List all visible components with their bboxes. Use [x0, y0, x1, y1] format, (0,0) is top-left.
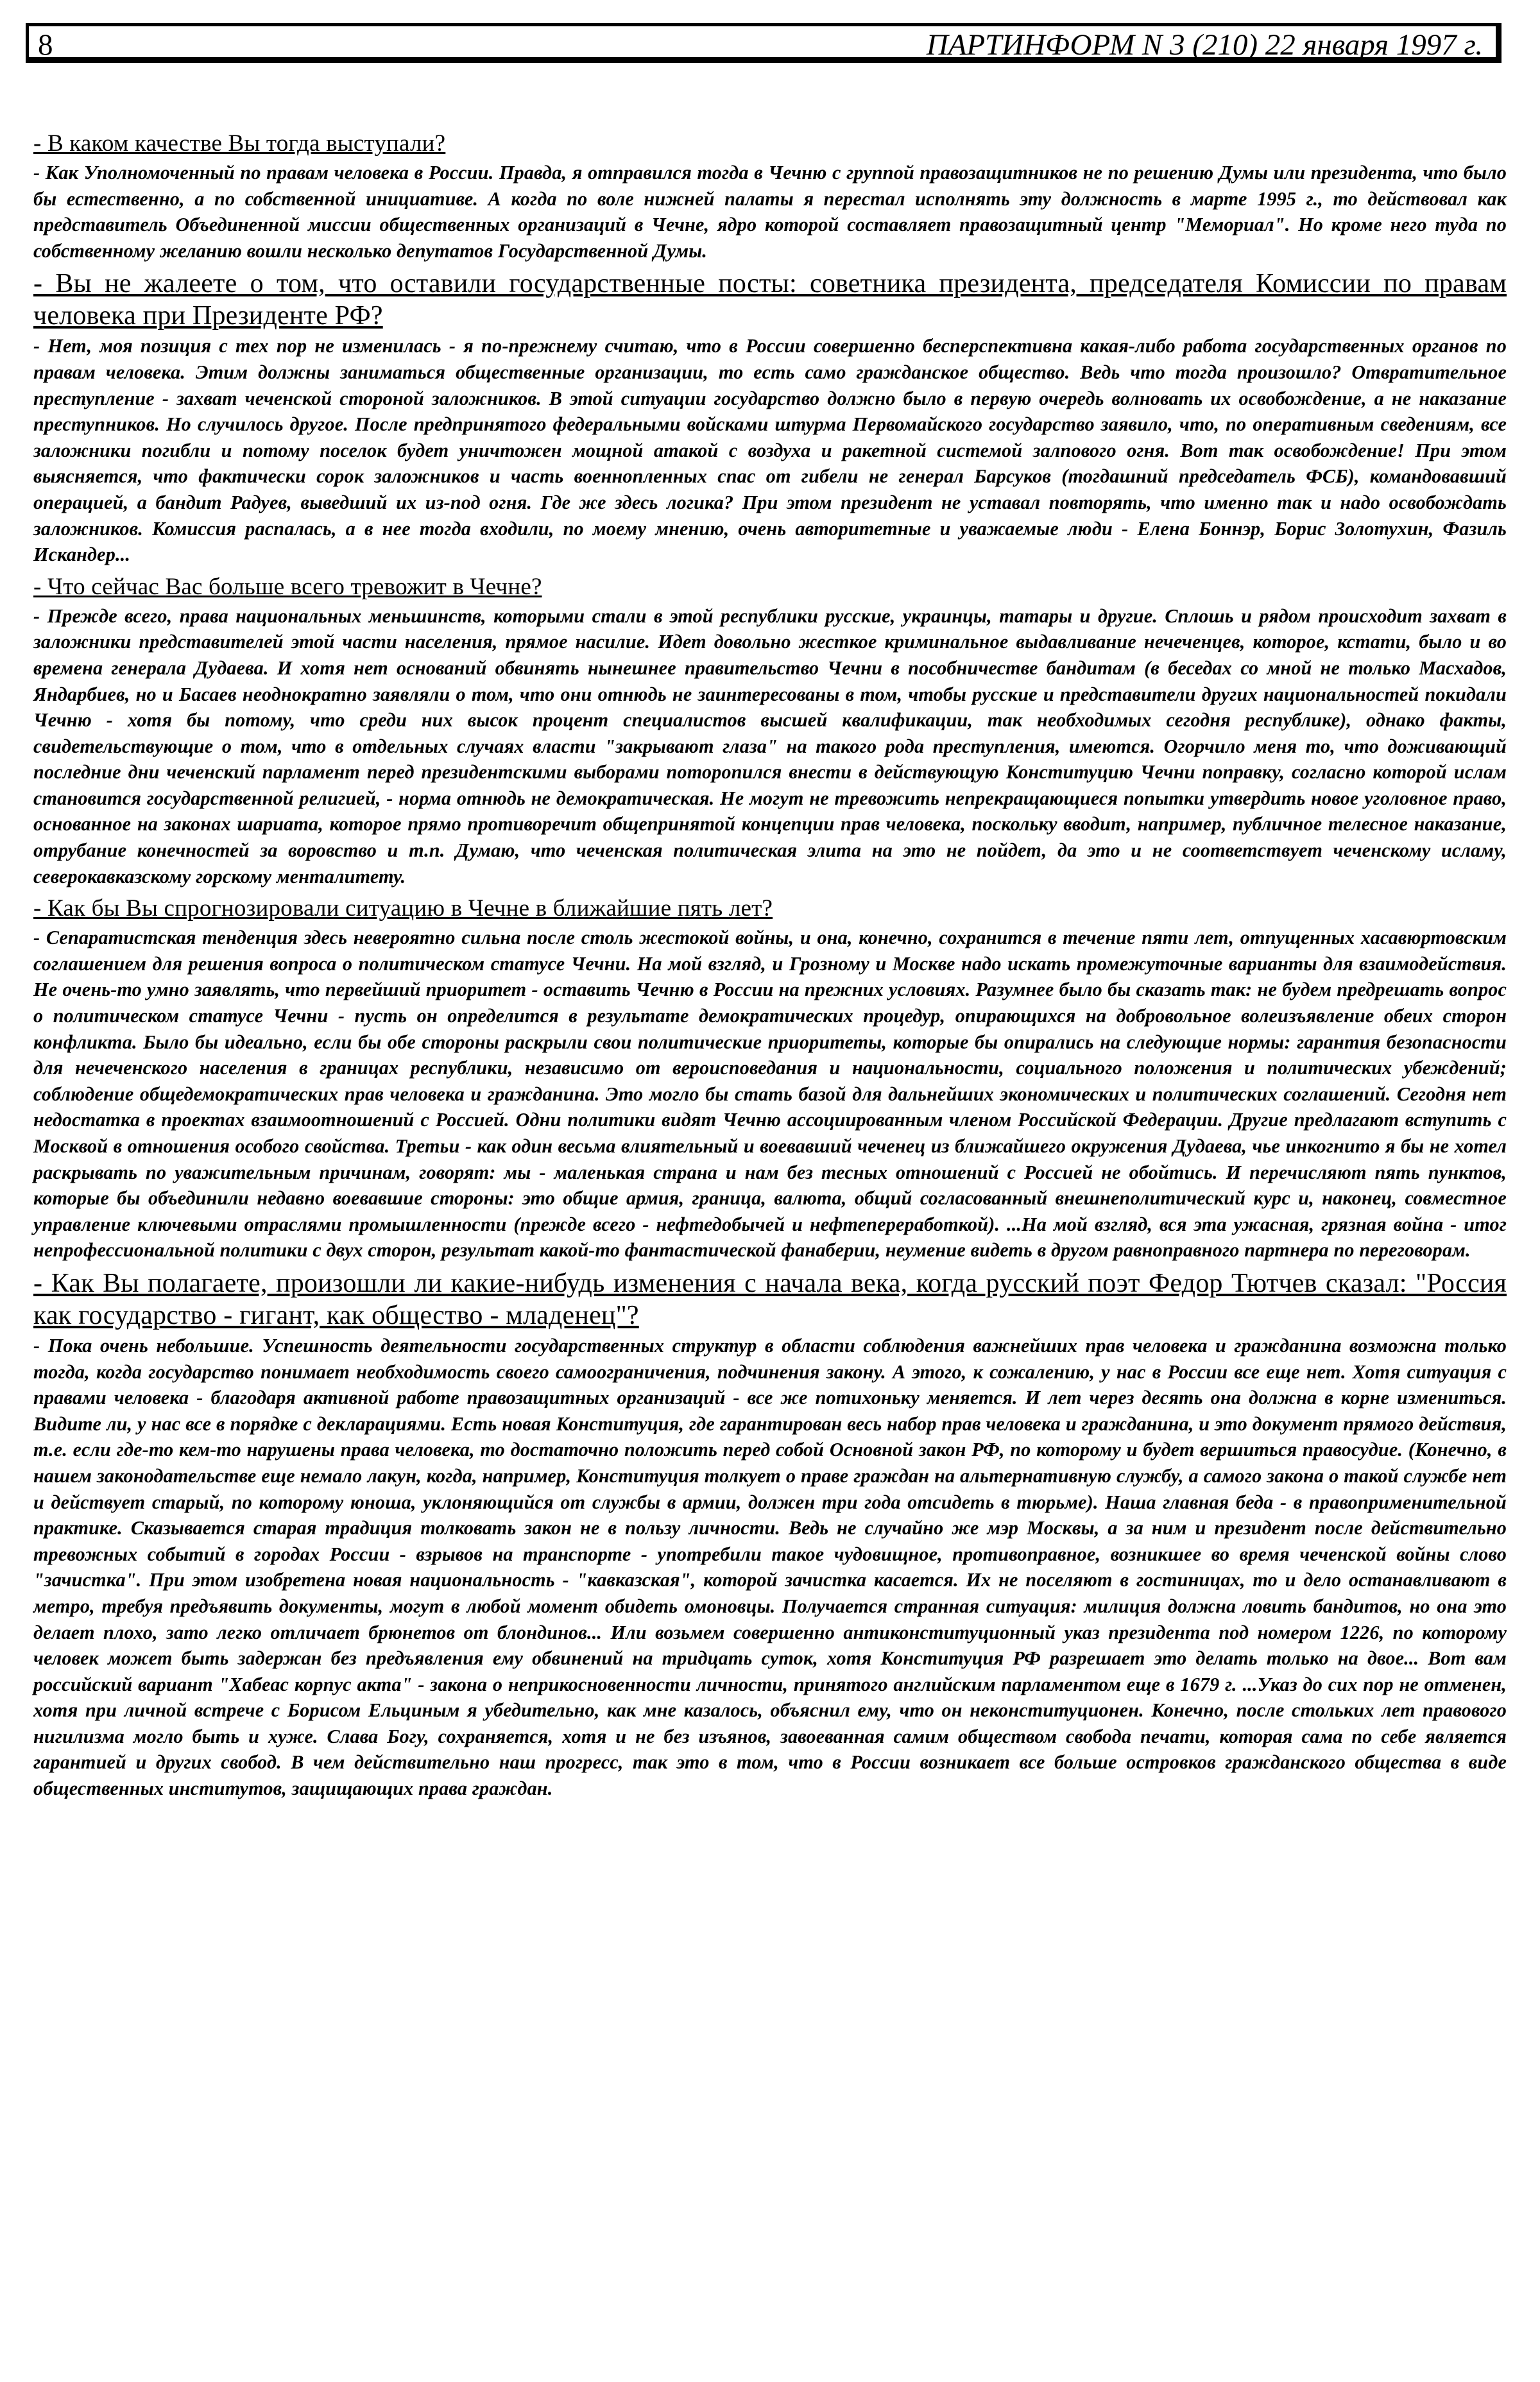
- interview-answer: - Прежде всего, права национальных меньшинств, которыми стали в этой республики русские, украинцы, татары и другие. Сплошь и рядом происходит захват в заложники представителей этой части населения, прямое насилие. Идет довольно жесткое криминальное выдавливание нечеченцев, которое, кстати, было и во времена генерала Дудаева. И хотя нет оснований обвинять нынешнее правительство Чечни в пособничестве бандитам (в беседах со мной не только Масхадов, Яндарбиев, но и Басаев неоднократно заявляли о том, что они отнюдь не заинтересованы в том, чтобы русские и представители других национальностей покидали Чечню - хотя бы потому, что среди них высок процент специалистов высшей квалификации, так необходимых сегодня республике), однако факты, свидетельствующие о том, что в отдельных случаях власти "закрывают глаза" на такого рода преступления, имеются. Огорчило меня то, что доживающий последние дни чеченский парламент перед президентскими выборами поторопился внести в действующую Конституцию Чечни поправку, согласно которой ислам становится государственной религией, - норма отнюдь не демократическая. Не могут не тревожить непрекращающиеся попытки утвердить новое уголовное право, основанное на законах шариата, которое прямо противоречит общепринятой концепции прав человека, поскольку вводит, например, публичное телесное наказание, отрубание конечностей за воровство и т.п. Думаю, что чеченская политическая элита на это не пойдет, да это и не соответствует чеченскому исламу, северокавказскому горскому менталитету.: [33, 604, 1507, 887]
- interview-body: [33, 128, 1507, 1806]
- interview-question: - Как бы Вы спрогнозировали ситуацию в Чечне в ближайшие пять лет?: [33, 895, 773, 922]
- interview-answer: - Пока очень небольшие. Успешность деятельности государственных структур в области соблюдения важнейших прав человека и гражданина возможна только тогда, когда государство понимает необходимость своего самоограничения, подчинения закону. А этого, к сожалению, у нас в России все еще нет. Хотя ситуация с правами человека - благодаря активной работе правозащитных организаций - все же потихоньку меняется. И лет через десять она должна в корне измениться. Видите ли, у нас все в порядке с декларациями. Есть новая Конституция, где гарантирован весь набор прав человека и гражданина, и это документ прямого действия, т.е. если где-то кем-то нарушены права человека, то достаточно положить перед собой Основной закон РФ, по которому и будет вершиться правосудие. (Конечно, в нашем законодательстве еще немало лакун, когда, например, Конституция толкует о праве граждан на альтернативную службу, а самого закона о такой службе нет и действует старый, по которому юноша, уклоняющийся от службы в армии, должен три года отсидеть в тюрьме). Наша главная беда - в правоприменительной практике. Сказывается старая традиция толковать закон не в пользу личности. Ведь не случайно же мэр Москвы, а за ним и президент после действительно тревожных событий в городах России - взрывов на транспорте - употребили такое чудовищное, противоправное, возникшее во время чеченской войны слово "зачистка". При этом изобретена новая национальность - "кавказская", которой зачистка касается. Их не поселяют в гостиницах, то и дело останавливают в метро, требуя предъявить документы, могут в любой момент обидеть омоновцы. Получается странная ситуация: милиция должна ловить бандитов, но она это делает плохо, зато легко отличает брюнетов от блондинов... Или возьмем совершенно антиконституционный указ президента под номером 1226, по которому человек может быть задержан без предъявления ему обвинений на тридцать суток, хотя Конституция РФ разрешает это делать только на двое... Вот вам российский вариант "Хабеас корпус акта" - закона о неприкосновенности личности, принятого английским парламентом еще в 1679 г. ...Указ до сих пор не отменен, хотя при личной встрече с Борисом Ельциным я убедительно, как мне казалось, объяснил ему, что он неконституционен. Конечно, после стольких лет правового нигилизма могло быть и хуже. Слава Богу, сохраняется, хотя и не без изъянов, завоеванная самим обществом свобода печати, которая сама по себе является гарантией и других свобод. В чем действительно наш прогресс, так это в том, что в России возникает все больше островков гражданского общества в виде общественных институтов, защищающих права граждан.: [33, 1334, 1507, 1800]
- interview-question: - Что сейчас Вас больше всего тревожит в Чечне?: [33, 573, 542, 600]
- page-number: 8: [38, 28, 53, 62]
- publication-line: ПАРТИНФОРМ N 3 (210) 22 января 1997 г.: [926, 28, 1483, 62]
- interview-answer: - Нет, моя позиция с тех пор не изменилась - я по-прежнему считаю, что в России совершенно бесперспективна какая-либо работа государственных органов по правам человека. Этим должны заниматься общественные организации, то есть само гражданское общество. Ведь что тогда произошло? Отвратительное преступление - захват чеченской стороной заложников. В этой ситуации государство должно было в первую очередь волновать их освобождение, а не наказание преступников. Но случилось другое. После предпринятого федеральными войсками штурма Первомайского государство заявило, что, по оперативным сведениям, все заложники погибли и потому поселок будет уничтожен мощной атакой с воздуха и ракетной системой залпового огня. Вот так освобождение! При этом выясняется, что фактически сорок заложников и часть военнопленных спас от гибели не генерал Барсуков (тогдашний председатель ФСБ), командовавший операцией, а бандит Радуев, выведший их из-под огня. Где же здесь логика? При этом президент не уставал повторять, что именно так и надо освобождать заложников. Комиссия распалась, а в нее тогда входили, по моему мнению, очень авторитетные и уважаемые люди - Елена Боннэр, Борис Золотухин, Фазиль Искандер...: [33, 335, 1507, 566]
- interview-question: - Вы не жалеете о том, что оставили государственные посты: советника президента, председателя Комиссии по правам человека при Президенте РФ?: [33, 269, 1507, 331]
- interview-answer: - Как Уполномоченный по правам человека в России. Правда, я отправился тогда в Чечню с группой правозащитников не по решению Думы или президента, что было бы естественно, а по собственной инициативе. А когда по воле нижней палаты я перестал исполнять эту должность в марте 1995 г., то действовал как представитель Объединенной миссии общественных организаций в Чечне, ядро которой составляет правозащитный центр "Мемориал". Но кроме него туда по собственному желанию вошли несколько депутатов Государственной Думы.: [33, 162, 1507, 262]
- interview-question: - В каком качестве Вы тогда выступали?: [33, 130, 446, 157]
- interview-question: - Как Вы полагаете, произошли ли какие-нибудь изменения с начала века, когда русский поэт Федор Тютчев сказал: "Россия как государство - гигант, как общество - младенец"?: [33, 1268, 1507, 1330]
- page-header: [26, 23, 1502, 63]
- interview-answer: - Сепаратистская тенденция здесь невероятно сильна после столь жестокой войны, и она, конечно, сохранится в течение пяти лет, отпущенных хасавюртовским соглашением для решения вопроса о политическом статусе Чечни. На мой взгляд, и Грозному и Москве надо искать промежуточные варианты для взаимодействия. Не очень-то умно заявлять, что первейший приоритет - оставить Чечню в России на прежних условиях. Разумнее было бы сказать так: не будем предрешать вопрос о политическом статусе Чечни - пусть он определится в результате демократических процедур, опирающихся на добровольное волеизъявление обеих сторон конфликта. Было бы идеально, если бы обе стороны раскрыли свои политические приоритеты, которые бы опирались на следующие нормы: гарантия безопасности для нечеченского населения в границах республики, независимо от вероисповедания и национальности, социального положения и политических убеждений; соблюдение общедемократических прав человека и гражданина. Это могло бы стать базой для дальнейших экономических и политических соглашений. Сегодня нет недостатка в проектах взаимоотношений с Россией. Одни политики видят Чечню ассоциированным членом Российской Федерации. Другие предлагают вступить с Москвой в отношения особого свойства. Третьи - как один весьма влиятельный и воевавший чеченец из ближайшего окружения Дудаева, чье инкогнито я бы не хотел раскрывать по уважительным причинам, говорят: мы - маленькая страна и нам без тесных отношений с Россией не обойтись. И перечисляют пять пунктов, которые бы объединили недавно воевавшие стороны: это общие армия, граница, валюта, общий согласованный внешнеполитический курс и, наконец, совместное управление ключевыми отраслями промышленности (прежде всего - нефтедобычей и нефтепереработкой). ...На мой взгляд, вся эта ужасная, грязная война - итог непрофессиональной политики с двух сторон, результат какой-то фантастической фанаберии, неумение видеть в другом равноправного партнера по переговорам.: [33, 927, 1507, 1262]
